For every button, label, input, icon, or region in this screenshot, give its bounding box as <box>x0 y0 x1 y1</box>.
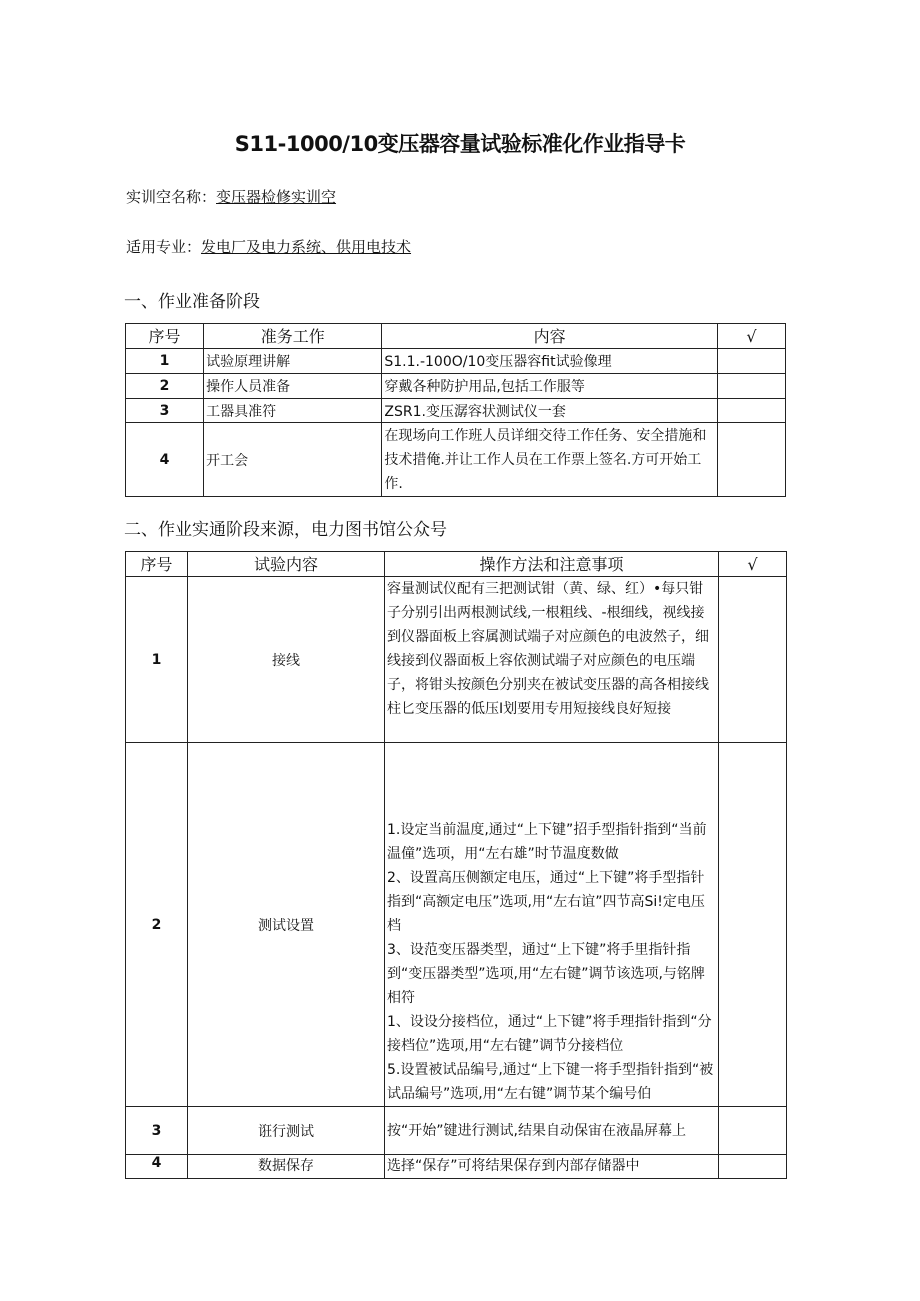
row-method: 选择“保存”可将结果保存到内部存储器中 <box>385 1155 719 1179</box>
step-3: 3、设范变压器类型，通过“上下键”将手里指针指到“变压器类型”选项,用“左右键”调节该选项,与铭牌相符 <box>387 942 705 1006</box>
header-task: 准务工作 <box>204 324 382 349</box>
applicable-major-value: 发电厂及电力系统、供用电技术 <box>201 238 412 256</box>
table-row <box>126 1155 787 1179</box>
row-content: 在现场向工作班人员详细交待工作任务、安全措施和技术措俺.并让工作人员在工作票上签名.方可开始工作. <box>382 423 718 497</box>
row-check[interactable] <box>717 374 785 399</box>
table-row <box>126 1107 787 1155</box>
implementation-table-header <box>126 552 787 577</box>
header-no: 序号 <box>126 552 188 577</box>
prep-table <box>125 323 786 497</box>
table-row <box>126 423 786 497</box>
prep-table-header <box>126 324 786 349</box>
header-method: 操作方法和注意事项 <box>385 552 719 577</box>
row-no: 2 <box>126 743 188 1107</box>
step-2: 2、设置高压侧额定电压，通过“上下键”将手型指针指到“高额定电压”选项,用“左右谊”四节高Si!定电压档 <box>387 870 705 934</box>
row-method: 容量测试仪配有三把测试钳（黄、绿、红）•每只钳子分别引出两根测试线,一根粗线、-根细线，视线接到仪器面板上容属测试端子对应颜色的电波然子，细线接到仪器面板上容依测试端子对应颜色的电压端子，将钳头按颜色分别夹在被试变压器的高各相接线柱匕变压器的低压I划要用专用短接线良好短接 <box>385 577 719 743</box>
row-no: 1 <box>126 577 188 743</box>
applicable-major-label: 适用专业： <box>126 238 202 256</box>
row-check[interactable] <box>719 577 787 743</box>
step-1: 1.设定当前温度,通过“上下键”招手型指针指到“当前温僮”选项，用“左右雄”时节温度数做 <box>387 822 707 862</box>
header-check: √ <box>719 552 787 577</box>
row-content: ZSR1.变压潺容状测试仪一套 <box>382 399 718 423</box>
table-row <box>126 743 787 1107</box>
row-check[interactable] <box>717 423 785 497</box>
training-room-label: 实训空名称： <box>126 188 217 206</box>
row-task: 工器具准符 <box>204 399 382 423</box>
row-content: S1.1.-100O/10变压器容fit试验像理 <box>382 349 718 374</box>
step-5: 5.设置被试品编号,通过“上下键一将手型指针指到“被试品编号”选项,用“左右键”调节某个编号伯 <box>387 1062 714 1102</box>
header-item: 试验内容 <box>188 552 385 577</box>
header-check: √ <box>717 324 785 349</box>
row-content: 穿戴各种防护用品,包括工作服等 <box>382 374 718 399</box>
table-row <box>126 349 786 374</box>
row-item: 测试设置 <box>188 743 385 1107</box>
row-no: 1 <box>126 349 204 374</box>
section2-heading: 二、作业实通阶段来源，电力图书馆公众号 <box>124 520 447 540</box>
row-task: 操作人员准备 <box>204 374 382 399</box>
header-no: 序号 <box>126 324 204 349</box>
header-content: 内容 <box>382 324 718 349</box>
row-method <box>385 743 719 1107</box>
row-no: 4 <box>126 1155 188 1179</box>
row-check[interactable] <box>719 1155 787 1179</box>
training-room-line <box>126 186 336 207</box>
training-room-value: 变压器检修实训空 <box>216 188 337 206</box>
applicable-major-line <box>126 236 411 257</box>
table-row <box>126 374 786 399</box>
row-item: 接线 <box>188 577 385 743</box>
row-task: 试验原理讲解 <box>204 349 382 374</box>
section1-heading: 一、作业准备阶段 <box>124 292 260 312</box>
step-4: 1、设设分接档位，通过“上下键”将手理指针指到“分接档位”选项,用“左右键”调节分接档位 <box>387 1014 712 1054</box>
row-check[interactable] <box>717 349 785 374</box>
row-check[interactable] <box>719 743 787 1107</box>
row-task: 开工会 <box>204 423 382 497</box>
table-row <box>126 399 786 423</box>
page-title: S11-1000/10变压器容量试验标准化作业指导卡 <box>234 132 686 156</box>
row-no: 3 <box>126 1107 188 1155</box>
row-no: 4 <box>126 423 204 497</box>
row-no: 3 <box>126 399 204 423</box>
row-check[interactable] <box>719 1107 787 1155</box>
table-row <box>126 577 787 743</box>
row-item: 诳行测试 <box>188 1107 385 1155</box>
row-item: 数据保存 <box>188 1155 385 1179</box>
implementation-table <box>125 551 787 1179</box>
row-method: 按“开始”键进行测试,结果自动保宙在液晶屏幕上 <box>385 1107 719 1155</box>
row-check[interactable] <box>717 399 785 423</box>
row-no: 2 <box>126 374 204 399</box>
